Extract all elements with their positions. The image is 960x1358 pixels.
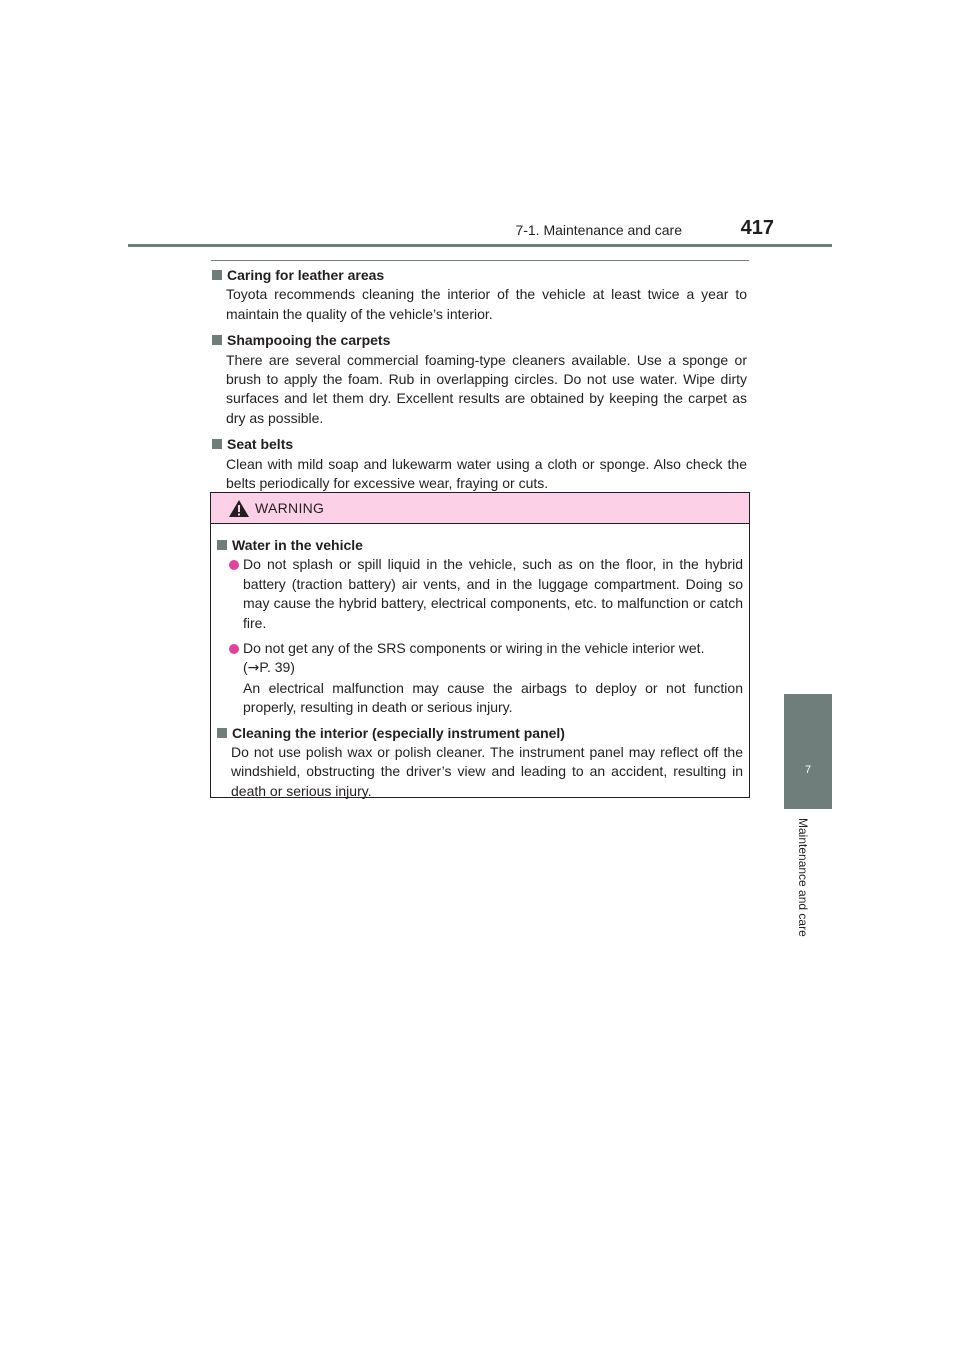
warning-bullet-text: Do not splash or spill liquid in the vehicle, such as on the floor, in the hybrid battery (traction battery) air vents, and in the luggage compartment. Doing so may cause the hybrid battery, electrical components, etc. to malfunction or catch fire.	[243, 556, 743, 631]
chapter-number: 7	[804, 764, 812, 776]
warning-bullet	[217, 639, 743, 718]
topic-title	[212, 331, 747, 350]
warning-content	[211, 524, 749, 801]
warning-section-title-text: Water in the vehicle	[232, 537, 363, 553]
bullet-followup: An electrical malfunction may cause the airbags to deploy or not function properly, resulting in death or serious injury.	[243, 679, 743, 716]
topic-body: There are several commercial foaming-type cleaners available. Use a sponge or brush to apply the foam. Rub in overlapping circles. Do not use water. Wipe dirty surfaces and let them dry. Excellent results are obtained by keeping the carpet as dry as possible.	[226, 351, 747, 426]
square-bullet-icon	[212, 439, 222, 449]
arrow-right-icon: →	[247, 660, 260, 677]
warning-section-title	[217, 536, 743, 555]
warning-label: WARNING	[255, 500, 325, 516]
warning-bullet-text	[243, 639, 743, 718]
warning-box	[210, 492, 750, 798]
warning-triangle-icon	[228, 499, 250, 518]
bullet-line: Do not get any of the SRS components or wiring in the vehicle interior wet.	[243, 640, 705, 657]
section-title: 7-1. Maintenance and care	[515, 222, 682, 238]
square-bullet-icon	[212, 270, 222, 280]
warning-header	[211, 493, 749, 524]
topic-title-text: Caring for leather areas	[227, 267, 385, 283]
round-bullet-icon	[229, 560, 239, 570]
topic-body: Clean with mild soap and lukewarm water using a cloth or sponge. Also check the belts periodically for excessive wear, fraying or cuts.	[226, 455, 747, 492]
chapter-tab[interactable]	[784, 694, 832, 809]
ref-text: P. 39)	[259, 659, 295, 676]
warning-section-title-text: Cleaning the interior (especially instrument panel)	[232, 724, 565, 741]
ref-open: (	[243, 659, 248, 676]
round-bullet-icon	[229, 644, 239, 654]
topic-title-text: Shampooing the carpets	[227, 332, 391, 349]
main-content	[212, 266, 747, 500]
topic-carpets	[212, 331, 747, 428]
square-bullet-icon	[212, 335, 222, 345]
square-bullet-icon	[217, 728, 227, 738]
square-bullet-icon	[217, 540, 227, 550]
topic-title-text: Seat belts	[227, 436, 294, 453]
header-rule	[128, 244, 832, 247]
topic-seat-belts	[212, 435, 747, 493]
topic-title	[212, 435, 747, 454]
chapter-label: Maintenance and care	[796, 818, 810, 937]
warning-bullet	[217, 555, 743, 633]
page-reference[interactable]	[243, 658, 743, 678]
warning-section-body: Do not use polish wax or polish cleaner. The instrument panel may reflect off the windshield, obstructing the driver’s view and leading to an accident, resulting in death or serious injury.	[231, 744, 743, 799]
topic-body: Toyota recommends cleaning the interior of the vehicle at least twice a year to maintain the quality of the vehicle’s interior.	[226, 286, 747, 322]
page-number: 417	[740, 217, 774, 239]
section-rule	[211, 260, 749, 261]
topic-title	[212, 266, 747, 285]
topic-leather	[212, 266, 747, 324]
warning-section-title	[217, 724, 743, 743]
